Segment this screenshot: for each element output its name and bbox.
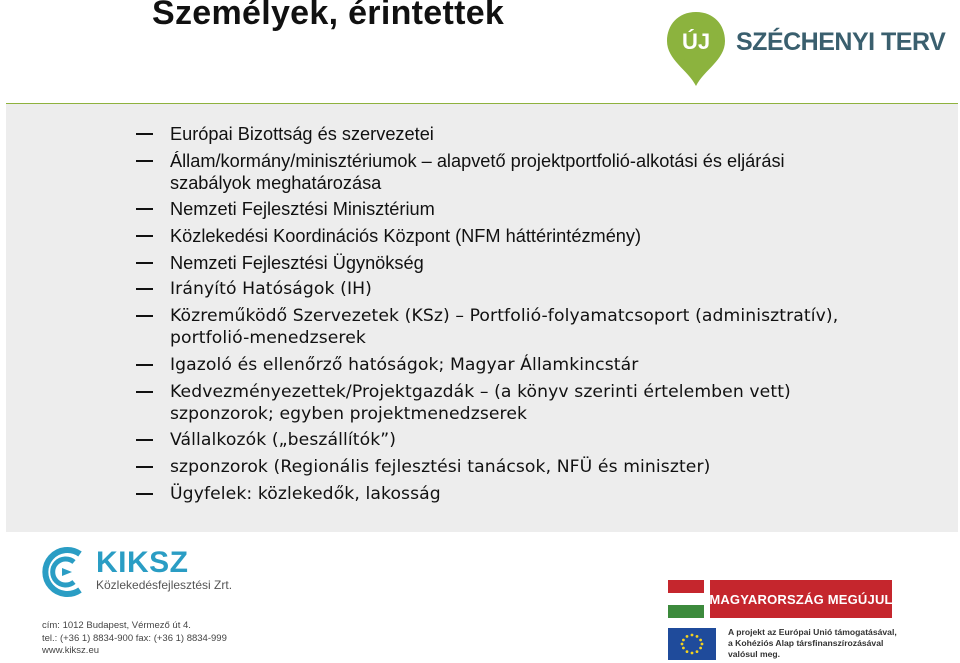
list-item: Nemzeti Fejlesztési Ügynökség — [6, 252, 958, 274]
logo-text: SZÉCHENYI TERV — [736, 28, 946, 56]
kiksz-subtitle: Közlekedésfejlesztési Zrt. — [96, 578, 233, 592]
slide-title: Személyek, érintettek — [152, 0, 505, 32]
dash-bullet-icon — [136, 466, 153, 468]
list-item: Igazoló és ellenőrző hatóságok; Magyar Államkincstár — [6, 354, 958, 376]
dash-bullet-icon — [136, 391, 153, 393]
kiksz-emblem-icon — [40, 546, 92, 598]
map-pin-icon — [664, 10, 728, 88]
dash-bullet-icon — [136, 133, 153, 135]
dash-bullet-icon — [136, 439, 153, 441]
list-item: szponzorok (Regionális fejlesztési tanácsok, NFÜ és miniszter) — [6, 456, 958, 478]
kiksz-web: www.kiksz.eu — [42, 645, 100, 656]
list-item: Közreműködő Szervezetek (KSz) – Portfolió-folyamatcsoport (adminisztratív), portfolió-menedzserek — [6, 305, 958, 349]
eu-support-text: A projekt az Európai Unió támogatásával, a Kohéziós Alap társfinanszírozásával valósul meg. — [728, 627, 897, 659]
bullet-list — [6, 123, 958, 509]
list-item: Állam/kormány/minisztériumok – alapvető projektportfolió-alkotási és eljárási szabályok meghatározása — [6, 150, 958, 194]
magyarorszag-megujul-logo — [668, 576, 892, 620]
kiksz-name: KIKSZ — [96, 546, 189, 579]
dash-bullet-icon — [136, 208, 153, 210]
list-item: Európai Bizottság és szervezetei — [6, 123, 958, 145]
list-item: Közlekedési Koordinációs Központ (NFM háttérintézmény) — [6, 225, 958, 247]
mm-banner-text: MAGYARORSZÁG MEGÚJUL — [710, 580, 892, 618]
kiksz-address: cím: 1012 Budapest, Vérmező út 4. — [42, 620, 191, 631]
list-item: Vállalkozók („beszállítók”) — [6, 429, 958, 451]
dash-bullet-icon — [136, 235, 153, 237]
szechenyi-terv-logo — [664, 10, 946, 88]
pin-text: ÚJ — [681, 29, 711, 54]
dash-bullet-icon — [136, 160, 153, 162]
eu-flag-icon — [668, 628, 716, 660]
eu-support-logo — [668, 626, 897, 662]
dash-bullet-icon — [136, 493, 153, 495]
dash-bullet-icon — [136, 262, 153, 264]
kiksz-contact — [42, 620, 227, 658]
list-item: Kedvezményezettek/Projektgazdák – (a könyv szerinti értelemben vett) szponzorok; egyben projektmenedzserek — [6, 381, 958, 425]
dash-bullet-icon — [136, 364, 153, 366]
content-panel — [6, 104, 958, 532]
dash-bullet-icon — [136, 288, 153, 290]
kiksz-phone: tel.: (+36 1) 8834-900 fax: (+36 1) 8834-999 — [42, 632, 227, 644]
kiksz-logo-block — [38, 546, 233, 661]
hungarian-flag-icon — [668, 580, 704, 618]
dash-bullet-icon — [136, 315, 153, 317]
list-item: Ügyfelek: közlekedők, lakosság — [6, 483, 958, 505]
list-item: Irányító Hatóságok (IH) — [6, 278, 958, 300]
list-item: Nemzeti Fejlesztési Minisztérium — [6, 198, 958, 220]
